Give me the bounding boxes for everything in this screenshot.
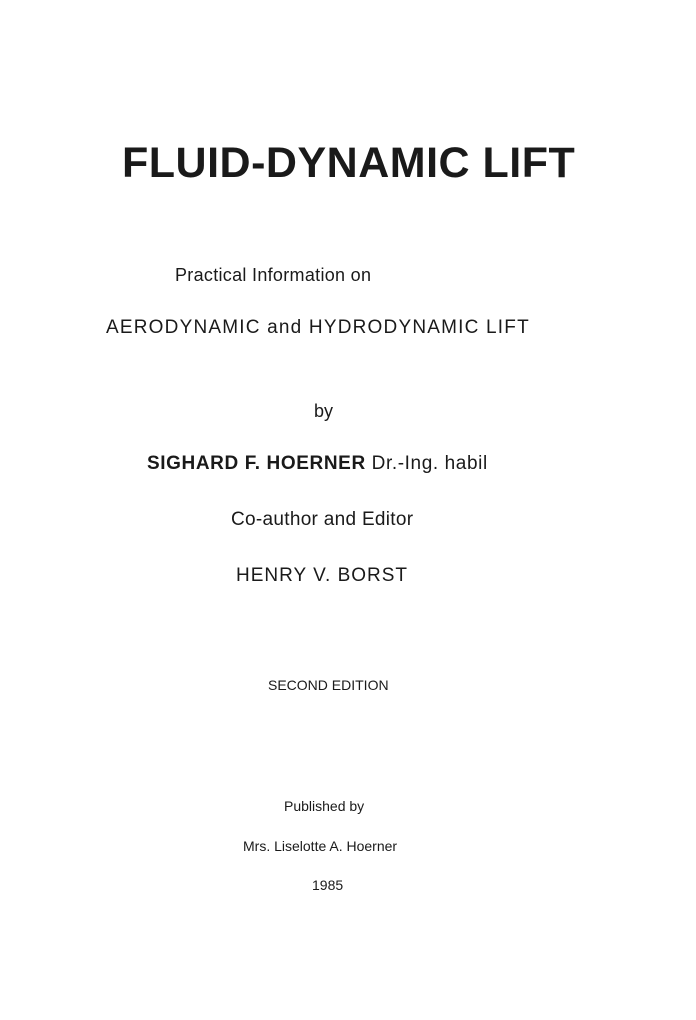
publication-year: 1985 (312, 877, 344, 893)
subtitle-line-1: Practical Information on (175, 265, 372, 285)
publisher-name: Mrs. Liselotte A. Hoerner (243, 838, 398, 854)
author-name: SIGHARD F. HOERNER (147, 453, 366, 474)
book-title: FLUID-DYNAMIC LIFT (122, 139, 576, 187)
subtitle-line-2: AERODYNAMIC and HYDRODYNAMIC LIFT (106, 317, 530, 338)
author-line (147, 454, 488, 473)
edition-label: SECOND EDITION (268, 677, 389, 693)
author-credentials: Dr.-Ing. habil (371, 453, 488, 474)
coauthor-label: Co-author and Editor (231, 509, 414, 530)
by-label: by (314, 401, 334, 421)
published-by-label: Published by (284, 798, 365, 814)
editor-name: HENRY V. BORST (236, 565, 409, 586)
